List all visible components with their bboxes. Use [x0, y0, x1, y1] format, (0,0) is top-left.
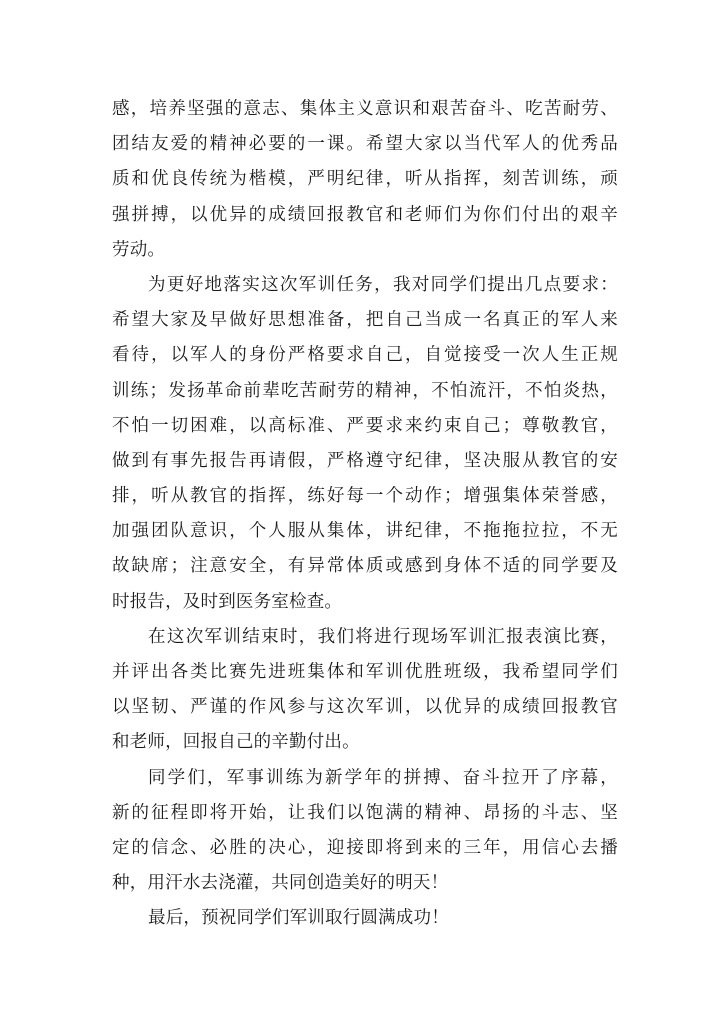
text-line: 加强团队意识，个人服从集体，讲纪律，不拖拖拉拉，不无 — [112, 521, 618, 542]
text-line: 排，听从教官的指挥，练好每一个动作；增强集体荣誉感， — [112, 486, 618, 507]
text-line: 时报告，及时到医务室检查。 — [112, 591, 343, 612]
text-line: 看待，以军人的身份严格要求自己，自觉接受一次人生正规 — [112, 345, 618, 366]
text-line: 并评出各类比赛先进班集体和军训优胜班级，我希望同学们 — [112, 662, 618, 682]
text-line: 劳动。 — [112, 239, 166, 260]
text-line: 训练；发扬革命前辈吃苦耐劳的精神，不怕流汗，不怕炎热， — [112, 380, 618, 401]
text-line: 以坚韧、严谨的作风参与这次军训，以优异的成绩回报教官 — [112, 697, 618, 718]
paragraph-4 — [112, 761, 618, 902]
text-line: 定的信念、必胜的决心，迎接即将到来的三年，用信心去播 — [112, 837, 618, 858]
text-line: 希望大家及早做好思想准备，把自己当成一名真正的军人来 — [112, 310, 618, 331]
paragraph-1 — [112, 92, 618, 268]
paragraph-3 — [112, 620, 618, 761]
text-line: 不怕一切困难，以高标准、严要求来约束自己；尊敬教官， — [112, 415, 618, 436]
text-line: 种，用汗水去浇灌，共同创造美好的明天！ — [112, 873, 449, 894]
text-line: 质和优良传统为楷模，严明纪律，听从指挥，刻苦训练，顽 — [112, 169, 618, 190]
text-line: 在这次军训结束时，我们将进行现场军训汇报表演比赛， — [148, 626, 618, 647]
text-line: 故缺席；注意安全，有异常体质或感到身体不适的同学要及 — [112, 556, 618, 577]
text-line: 感，培养坚强的意志、集体主义意识和艰苦奋斗、吃苦耐劳、 — [112, 99, 618, 119]
paragraph-2 — [112, 268, 618, 620]
text-line: 团结友爱的精神必要的一课。希望大家以当代军人的优秀品 — [112, 134, 618, 155]
text-line: 做到有事先报告再请假，严格遵守纪律，坚决服从教官的安 — [112, 450, 618, 471]
text-line: 和老师，回报自己的辛勤付出。 — [112, 732, 360, 753]
document-page — [112, 92, 618, 937]
text-line: 最后，预祝同学们军训取行圆满成功！ — [148, 908, 449, 929]
text-line: 强拼搏，以优异的成绩回报教官和老师们为你们付出的艰辛 — [112, 204, 618, 225]
text-line: 同学们，军事训练为新学年的拼搏、奋斗拉开了序幕， — [148, 767, 618, 788]
paragraph-5 — [112, 901, 618, 936]
text-line: 为更好地落实这次军训任务，我对同学们提出几点要求： — [148, 274, 618, 295]
text-line: 新的征程即将开始，让我们以饱满的精神、昂扬的斗志、坚 — [112, 802, 618, 823]
